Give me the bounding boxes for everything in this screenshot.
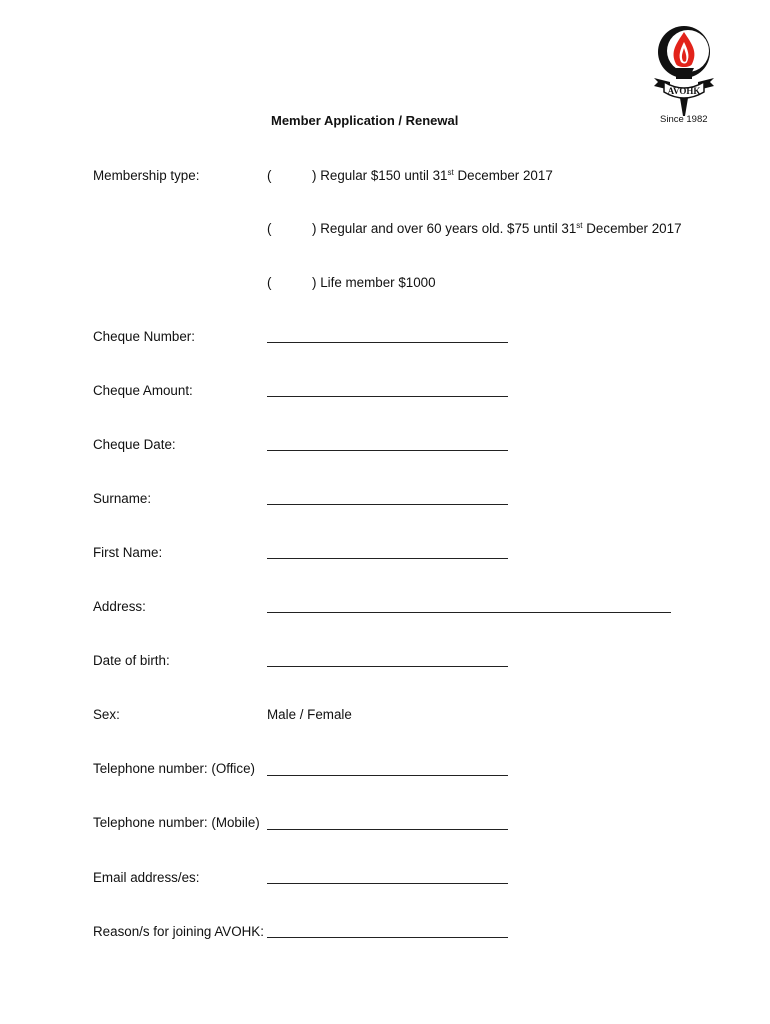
- address-label: Address:: [93, 599, 146, 614]
- checkbox-open-paren[interactable]: (: [267, 221, 272, 236]
- address-field[interactable]: [267, 612, 671, 613]
- first-name-label: First Name:: [93, 545, 163, 560]
- membership-type-label: Membership type:: [93, 168, 200, 183]
- cheque-amount-label: Cheque Amount:: [93, 383, 193, 398]
- checkbox-open-paren[interactable]: (: [267, 275, 272, 290]
- surname-field[interactable]: [267, 504, 508, 505]
- email-field[interactable]: [267, 883, 508, 884]
- membership-option-text: ) Regular and over 60 years old. $75 until 31st December 2017: [312, 221, 682, 236]
- tel-office-field[interactable]: [267, 775, 508, 776]
- cheque-date-field[interactable]: [267, 450, 508, 451]
- since-label: Since 1982: [660, 114, 708, 125]
- checkbox-open-paren[interactable]: (: [267, 168, 272, 183]
- date-of-birth-field[interactable]: [267, 666, 508, 667]
- cheque-amount-field[interactable]: [267, 396, 508, 397]
- sex-label: Sex:: [93, 707, 120, 722]
- membership-option-text: ) Regular $150 until 31st December 2017: [312, 168, 553, 183]
- sex-options[interactable]: Male / Female: [267, 707, 352, 722]
- first-name-field[interactable]: [267, 558, 508, 559]
- email-label: Email address/es:: [93, 870, 200, 885]
- cheque-number-field[interactable]: [267, 342, 508, 343]
- cheque-number-label: Cheque Number:: [93, 329, 195, 344]
- reason-field[interactable]: [267, 937, 508, 938]
- surname-label: Surname:: [93, 491, 152, 506]
- date-of-birth-label: Date of birth:: [93, 653, 170, 668]
- tel-office-label: Telephone number: (Office): [93, 761, 256, 776]
- logo-text: AVOHK: [667, 86, 701, 96]
- tel-mobile-label: Telephone number: (Mobile): [93, 815, 260, 830]
- cheque-date-label: Cheque Date:: [93, 437, 176, 452]
- page-title: Member Application / Renewal: [271, 113, 459, 128]
- tel-mobile-field[interactable]: [267, 829, 508, 830]
- avohk-torch-logo: [640, 24, 728, 128]
- membership-option-text: ) Life member $1000: [312, 275, 436, 290]
- reason-label: Reason/s for joining AVOHK:: [93, 924, 264, 939]
